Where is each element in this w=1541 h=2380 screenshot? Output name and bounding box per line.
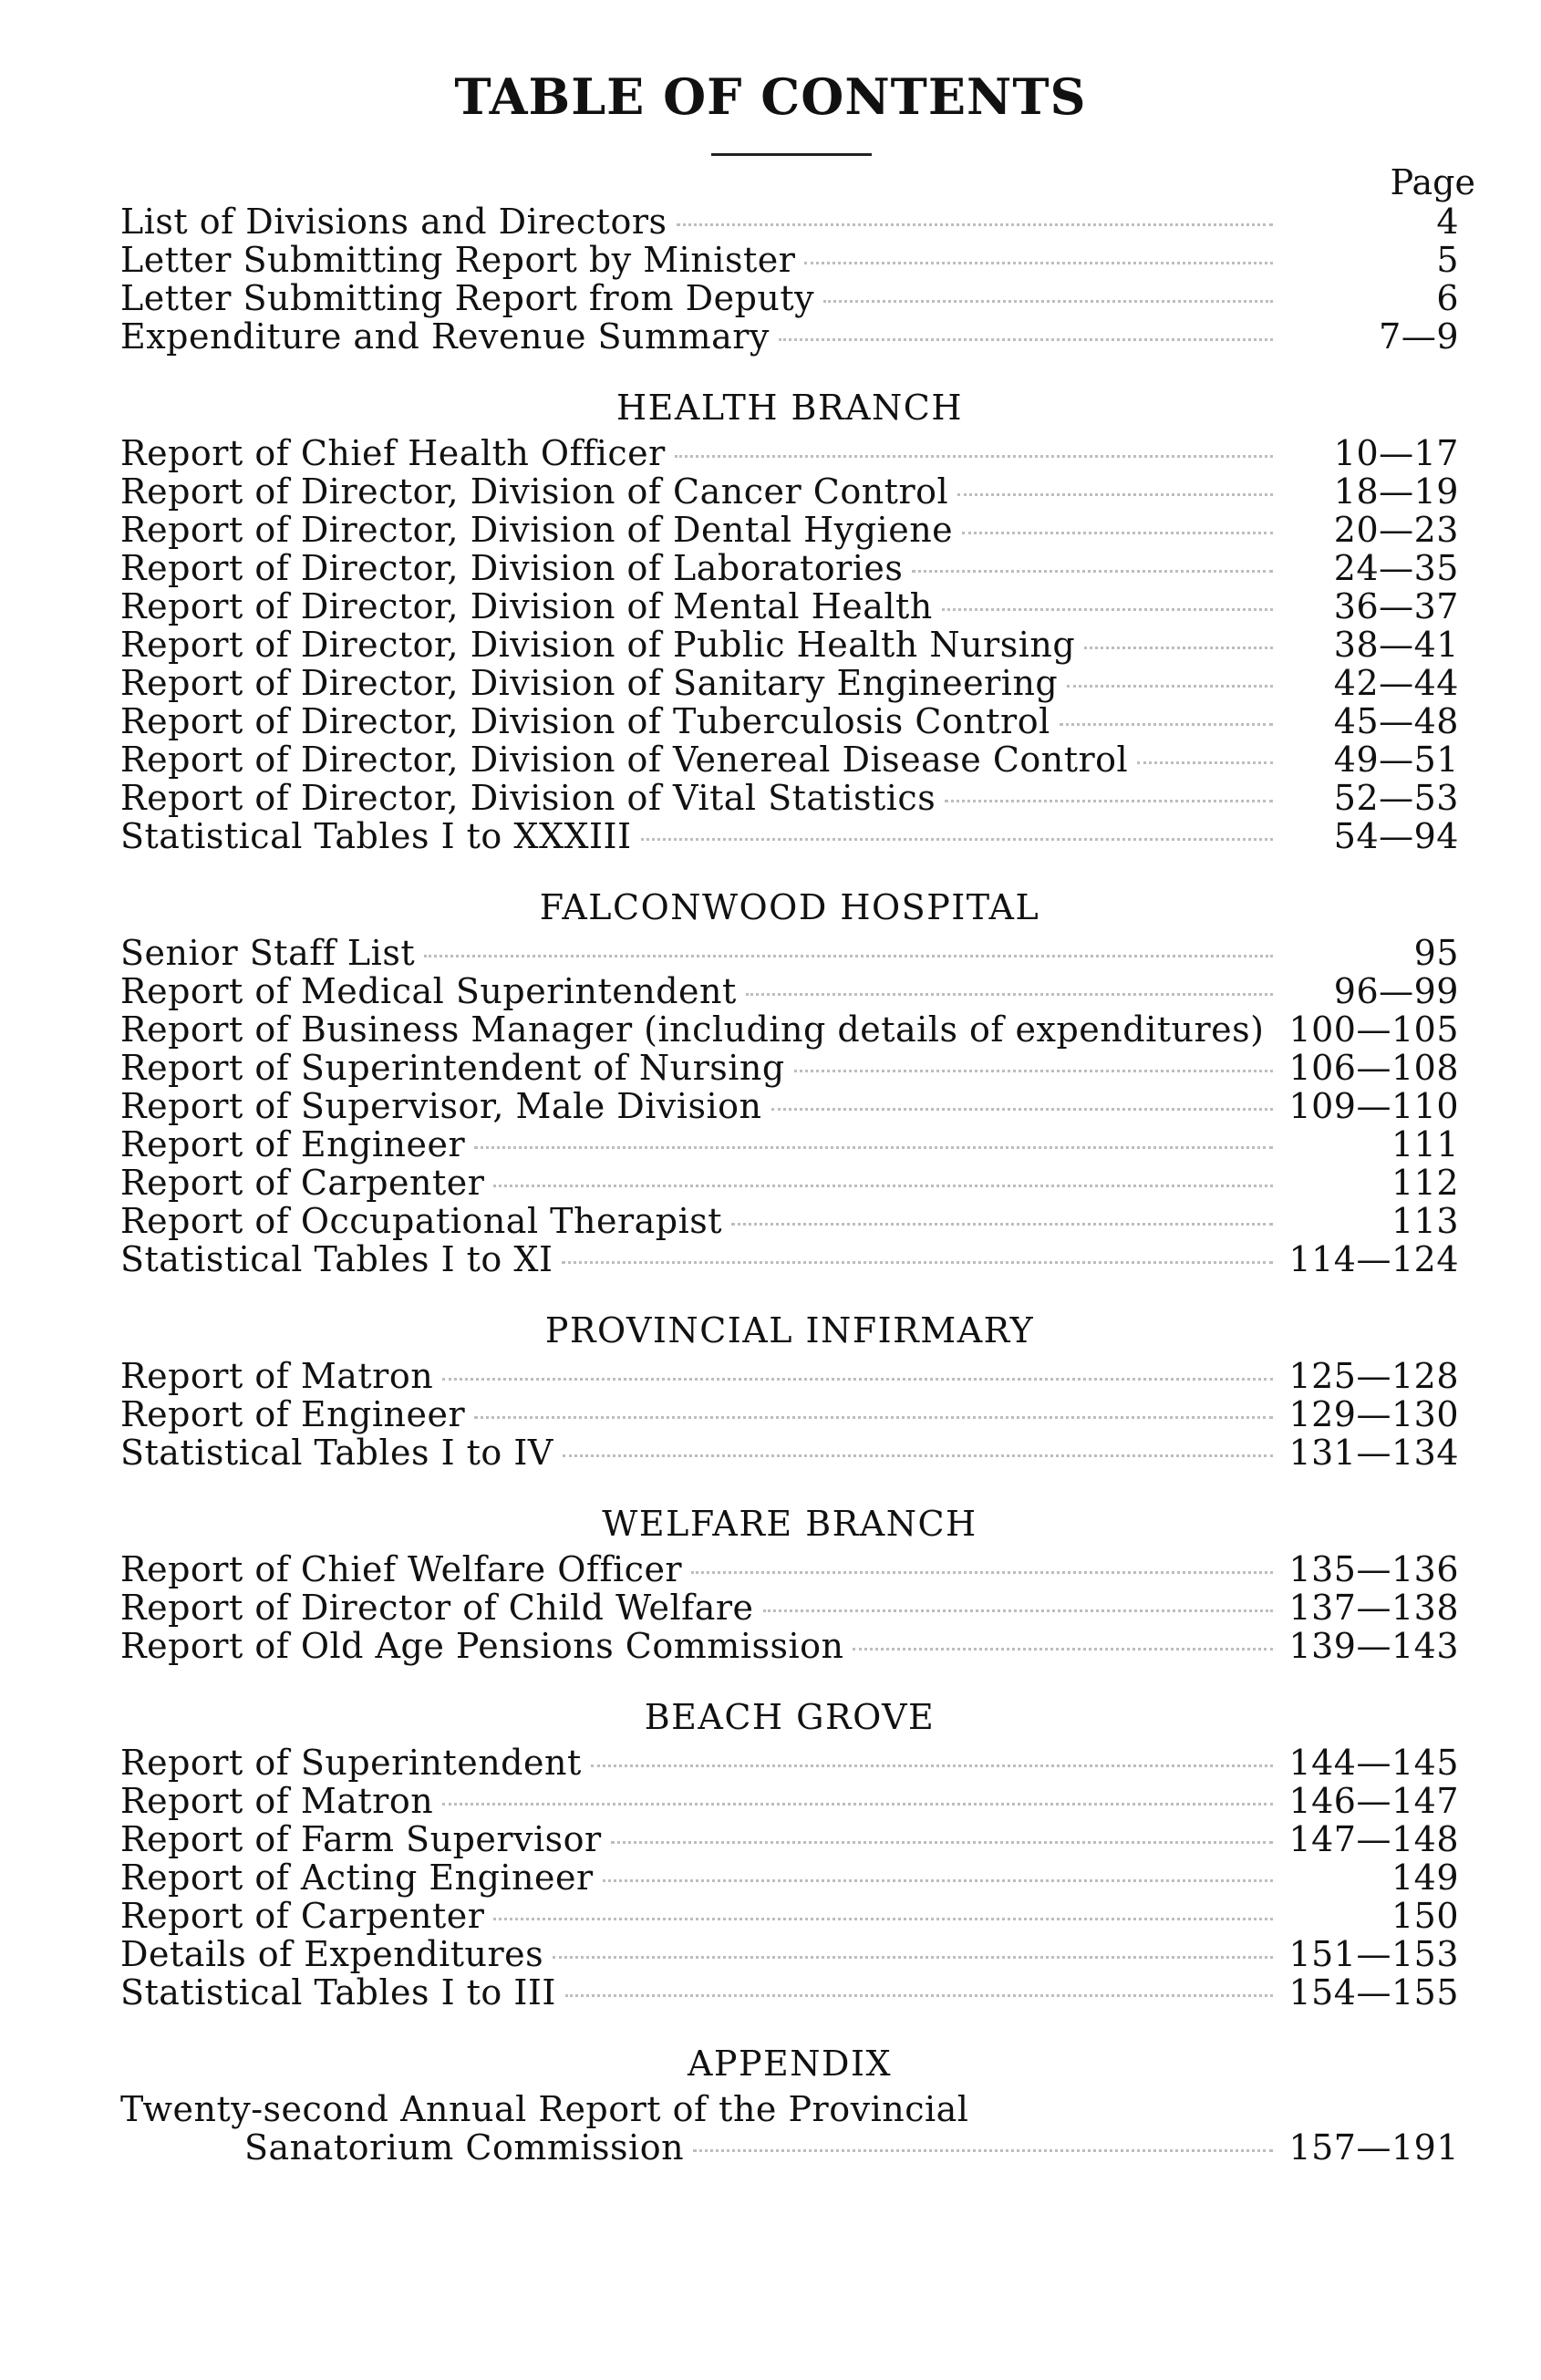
dot-leader: [912, 570, 1273, 573]
entry-label: Senior Staff List: [120, 933, 416, 973]
toc-entry: [120, 511, 1459, 549]
entry-pages: 106—108: [1288, 1048, 1459, 1088]
title-divider: [711, 153, 872, 156]
toc-section: [120, 1309, 1459, 1472]
dot-leader: [771, 1108, 1273, 1111]
entry-label: Letter Submitting Report by Minister: [120, 240, 796, 280]
toc-entry: [120, 549, 1459, 587]
dot-leader: [957, 493, 1273, 496]
toc-entry: [120, 1433, 1459, 1472]
entry-label: Statistical Tables I to III: [120, 1972, 556, 2013]
entry-pages: 114—124: [1288, 1239, 1459, 1279]
toc-entry: [120, 202, 1459, 241]
dot-leader: [563, 1454, 1273, 1457]
entry-pages: 150: [1391, 1896, 1459, 1936]
toc-entry: [120, 1395, 1459, 1433]
dot-leader: [1067, 685, 1273, 688]
entry-label: Report of Acting Engineer: [120, 1857, 594, 1898]
dot-leader: [611, 1841, 1273, 1844]
entry-pages: 157—191: [1288, 2127, 1459, 2168]
toc-entry: [120, 2128, 1459, 2167]
entry-pages: 154—155: [1288, 1972, 1459, 2013]
entry-label: Expenditure and Revenue Summary: [120, 316, 770, 357]
entry-label: Report of Director, Division of Cancer Control: [120, 471, 949, 512]
toc-entry: [120, 1550, 1459, 1588]
toc-entry: [120, 1087, 1459, 1125]
entry-pages: 135—136: [1288, 1549, 1459, 1589]
entry-pages: 112: [1391, 1163, 1459, 1203]
entry-label: Report of Farm Supervisor: [120, 1819, 602, 1859]
entry-label: Report of Business Manager (including details of expenditures): [120, 1009, 1265, 1050]
section-heading: WELFARE BRANCH: [602, 1504, 977, 1544]
dot-leader: [565, 1994, 1273, 1997]
toc-entry: [120, 1935, 1459, 1973]
dot-leader: [493, 1185, 1273, 1187]
entry-label: Statistical Tables I to IV: [120, 1433, 553, 1473]
entry-label: Report of Superintendent of Nursing: [120, 1048, 785, 1088]
toc-entry: [120, 1240, 1459, 1278]
entry-label: Report of Medical Superintendent: [120, 971, 737, 1011]
toc-entry: [120, 279, 1459, 317]
toc-entry: [120, 317, 1459, 356]
dot-leader: [1060, 723, 1273, 726]
dot-leader: [945, 800, 1273, 802]
entry-label: Report of Engineer: [120, 1124, 466, 1164]
entry-label: Report of Director, Division of Laboratories: [120, 548, 904, 588]
toc-entry: [120, 1164, 1459, 1202]
toc-entry: [120, 664, 1459, 702]
entry-label: Report of Carpenter: [120, 1896, 485, 1936]
entry-pages: 100—105: [1288, 1009, 1459, 1050]
entry-pages: 149: [1391, 1857, 1459, 1898]
dot-leader: [942, 608, 1273, 611]
toc-entry: [120, 1357, 1459, 1395]
entry-pages: 137—138: [1288, 1588, 1459, 1628]
entry-pages: 144—145: [1288, 1743, 1459, 1783]
dot-leader: [691, 1571, 1273, 1574]
dot-leader: [603, 1879, 1273, 1882]
page-column-label: Page: [1390, 162, 1475, 202]
toc-sections: [120, 202, 1459, 2167]
entry-pages: 38—41: [1333, 625, 1459, 665]
entry-label: Details of Expenditures: [120, 1934, 544, 1974]
toc-entry: [120, 1897, 1459, 1935]
toc-entry: [120, 934, 1459, 972]
dot-leader: [553, 1956, 1273, 1959]
entry-label: Report of Chief Health Officer: [120, 433, 666, 473]
toc-entry: [120, 434, 1459, 472]
entry-label: Report of Matron: [120, 1356, 434, 1396]
toc-entry: [120, 702, 1459, 740]
dot-leader: [677, 223, 1274, 226]
toc-entry: [120, 472, 1459, 511]
toc-entry: [120, 740, 1459, 779]
toc-entry: [120, 972, 1459, 1010]
entry-pages: 4: [1436, 202, 1459, 242]
toc-entry: [120, 626, 1459, 664]
dot-leader: [693, 2149, 1273, 2152]
toc-entry: [120, 1125, 1459, 1164]
entry-label: Statistical Tables I to XI: [120, 1239, 553, 1279]
toc-entry: [120, 1858, 1459, 1897]
entry-label: Report of Director, Division of Public Health Nursing: [120, 625, 1076, 665]
entry-label: Report of Director, Division of Dental Hygiene: [120, 510, 954, 550]
entry-pages: 96—99: [1333, 971, 1459, 1011]
dot-leader: [562, 1261, 1273, 1264]
entry-label: Report of Chief Welfare Officer: [120, 1549, 683, 1589]
dot-leader: [763, 1609, 1273, 1612]
page-title: TABLE OF CONTENTS: [454, 67, 1087, 126]
dot-leader: [675, 455, 1273, 458]
entry-label: Letter Submitting Report from Deputy: [120, 278, 815, 318]
toc-section: [120, 387, 1459, 855]
toc-entry: [120, 1973, 1459, 2012]
dot-leader: [1137, 761, 1273, 764]
entry-label: Report of Director, Division of Vital Statistics: [120, 778, 936, 818]
dot-leader: [823, 300, 1273, 303]
entry-pages: 49—51: [1333, 740, 1459, 780]
dot-leader: [1084, 647, 1273, 649]
dot-leader: [804, 262, 1273, 264]
dot-leader: [641, 838, 1273, 841]
entry-pages: 36—37: [1333, 586, 1459, 626]
entry-label: Report of Supervisor, Male Division: [120, 1086, 762, 1126]
entry-pages: 131—134: [1288, 1433, 1459, 1473]
toc-section: [120, 1696, 1459, 2012]
entry-label: Report of Matron: [120, 1781, 434, 1821]
dot-leader: [442, 1378, 1273, 1381]
entry-label: List of Divisions and Directors: [120, 202, 667, 242]
entry-label: Report of Director, Division of Sanitary Engineering: [120, 663, 1059, 703]
entry-pages: 18—19: [1333, 471, 1459, 512]
entry-pages: 52—53: [1333, 778, 1459, 818]
entry-label: Report of Occupational Therapist: [120, 1201, 723, 1241]
toc-section: [120, 202, 1459, 356]
toc-section: [120, 1503, 1459, 1665]
entry-label: Twenty-second Annual Report of the Provincial: [120, 2089, 969, 2129]
toc-entry: [120, 817, 1459, 855]
entry-pages: 129—130: [1288, 1394, 1459, 1434]
section-heading: APPENDIX: [687, 2044, 893, 2084]
toc-entry: [120, 587, 1459, 626]
entry-pages: 45—48: [1333, 701, 1459, 741]
toc-section: [120, 2043, 1459, 2167]
entry-pages: 125—128: [1288, 1356, 1459, 1396]
entry-pages: 24—35: [1333, 548, 1459, 588]
entry-label: Report of Old Age Pensions Commission: [120, 1626, 844, 1666]
dot-leader: [424, 955, 1273, 957]
entry-pages: 42—44: [1333, 663, 1459, 703]
entry-label: Report of Carpenter: [120, 1163, 485, 1203]
dot-leader: [474, 1146, 1273, 1149]
entry-pages: 10—17: [1333, 433, 1459, 473]
entry-pages: 6: [1436, 278, 1459, 318]
toc-entry: [120, 779, 1459, 817]
toc-entry: [120, 241, 1459, 279]
entry-pages: 111: [1391, 1124, 1459, 1164]
section-heading: PROVINCIAL INFIRMARY: [544, 1310, 1035, 1350]
dot-leader: [794, 1070, 1273, 1072]
dot-leader: [779, 338, 1273, 341]
toc-entry: [120, 2090, 1459, 2128]
entry-pages: 54—94: [1333, 816, 1459, 856]
entry-pages: 147—148: [1288, 1819, 1459, 1859]
entry-label: Report of Engineer: [120, 1394, 466, 1434]
dot-leader: [442, 1803, 1273, 1806]
entry-pages: 146—147: [1288, 1781, 1459, 1821]
dot-leader: [962, 532, 1273, 534]
toc-entry: [120, 1627, 1459, 1665]
entry-pages: 139—143: [1288, 1626, 1459, 1666]
toc-entry: [120, 1744, 1459, 1782]
entry-pages: 113: [1391, 1201, 1459, 1241]
entry-pages: 20—23: [1333, 510, 1459, 550]
toc-entry: [120, 1010, 1459, 1049]
entry-label: Report of Director, Division of Mental Health: [120, 586, 933, 626]
entry-pages: 7—9: [1379, 316, 1459, 357]
entry-label: Report of Director, Division of Tuberculosis Control: [120, 701, 1050, 741]
toc-entry: [120, 1820, 1459, 1858]
toc-entry: [120, 1588, 1459, 1627]
dot-leader: [474, 1416, 1273, 1419]
section-heading: HEALTH BRANCH: [616, 388, 963, 428]
toc-entry: [120, 1049, 1459, 1087]
entry-label: Statistical Tables I to XXXIII: [120, 816, 632, 856]
dot-leader: [853, 1648, 1273, 1650]
toc-entry: [120, 1202, 1459, 1240]
dot-leader: [493, 1918, 1273, 1920]
dot-leader: [591, 1764, 1273, 1767]
entry-label: Report of Director, Division of Venereal Disease Control: [120, 740, 1129, 780]
section-heading: FALCONWOOD HOSPITAL: [539, 887, 1040, 927]
dot-leader: [746, 993, 1273, 996]
entry-label: Report of Superintendent: [120, 1743, 582, 1783]
entry-pages: 109—110: [1288, 1086, 1459, 1126]
entry-pages: 95: [1413, 933, 1459, 973]
toc-section: [120, 886, 1459, 1278]
entry-label: Report of Director of Child Welfare: [120, 1588, 754, 1628]
section-heading: BEACH GROVE: [644, 1697, 936, 1737]
dot-leader: [731, 1223, 1273, 1226]
toc-entry: [120, 1782, 1459, 1820]
entry-label: Sanatorium Commission: [244, 2127, 685, 2168]
entry-pages: 5: [1436, 240, 1459, 280]
entry-pages: 151—153: [1288, 1934, 1459, 1974]
